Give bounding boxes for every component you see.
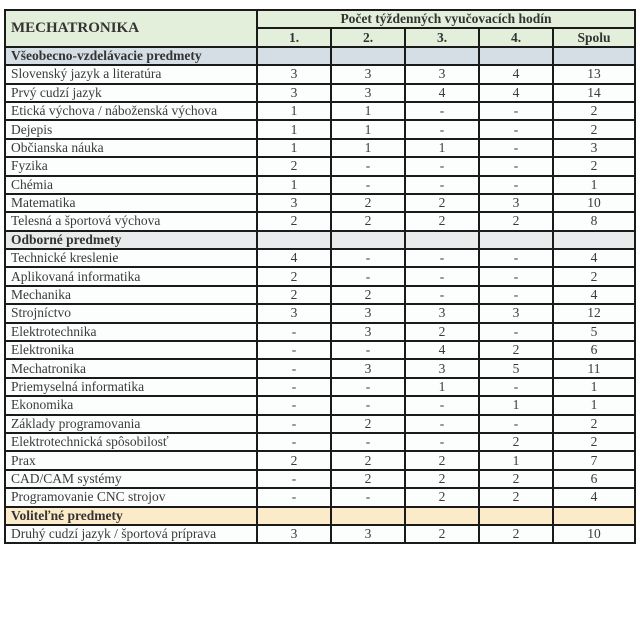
year-3-hours-cell: -: [405, 415, 479, 433]
year-4-hours-cell: -: [479, 286, 553, 304]
year-1-hours-cell: -: [257, 415, 331, 433]
total-hours-cell: 7: [553, 451, 635, 469]
table-row: [5, 433, 635, 451]
year-1-hours-cell: 2: [257, 212, 331, 230]
year-2-hours-cell: -: [331, 341, 405, 359]
year-2-hours-cell: 2: [331, 470, 405, 488]
total-hours-cell: 4: [553, 286, 635, 304]
section-optional-subjects-row: [5, 507, 635, 525]
year-4-hours-cell: 2: [479, 433, 553, 451]
year-3-hours-cell: 2: [405, 525, 479, 543]
table-row: [5, 212, 635, 230]
total-hours-cell: 2: [553, 120, 635, 138]
year-2-hours-cell: -: [331, 488, 405, 506]
section-empty-cell: [331, 231, 405, 249]
year-1-hours-cell: 2: [257, 451, 331, 469]
year-3-hours-cell: 2: [405, 194, 479, 212]
year-1-hours-cell: -: [257, 359, 331, 377]
subject-name: CAD/CAM systémy: [5, 470, 257, 488]
year-1-hours-cell: 1: [257, 120, 331, 138]
section-empty-cell: [479, 231, 553, 249]
section-empty-cell: [331, 47, 405, 65]
total-hours-cell: 2: [553, 433, 635, 451]
subject-name: Ekonomika: [5, 396, 257, 414]
total-hours-cell: 10: [553, 525, 635, 543]
year-2-hours-cell: 1: [331, 120, 405, 138]
year-1-hours-cell: 2: [257, 157, 331, 175]
section-empty-cell: [405, 231, 479, 249]
subject-name: Dejepis: [5, 120, 257, 138]
year-3-hours-cell: -: [405, 102, 479, 120]
year-1-hours-cell: -: [257, 488, 331, 506]
year-3-hours-cell: 2: [405, 488, 479, 506]
year-2-hours-cell: 3: [331, 359, 405, 377]
table-row: [5, 525, 635, 543]
year-4-hours-cell: -: [479, 249, 553, 267]
subject-name: Chémia: [5, 176, 257, 194]
year-1-hours-cell: 3: [257, 65, 331, 83]
year-1-hours-cell: 3: [257, 84, 331, 102]
column-header-year-4: 4.: [479, 28, 553, 46]
year-2-hours-cell: 1: [331, 102, 405, 120]
table-row: [5, 139, 635, 157]
year-2-hours-cell: 2: [331, 212, 405, 230]
year-4-hours-cell: 4: [479, 65, 553, 83]
year-4-hours-cell: 3: [479, 194, 553, 212]
year-3-hours-cell: 2: [405, 323, 479, 341]
section-empty-cell: [257, 507, 331, 525]
subject-name: Matematika: [5, 194, 257, 212]
section-empty-cell: [331, 507, 405, 525]
year-4-hours-cell: 2: [479, 212, 553, 230]
total-hours-cell: 4: [553, 488, 635, 506]
total-hours-cell: 1: [553, 378, 635, 396]
year-1-hours-cell: 3: [257, 304, 331, 322]
year-4-hours-cell: -: [479, 267, 553, 285]
year-4-hours-cell: 1: [479, 396, 553, 414]
column-header-year-1: 1.: [257, 28, 331, 46]
year-3-hours-cell: -: [405, 286, 479, 304]
year-3-hours-cell: 1: [405, 378, 479, 396]
year-3-hours-cell: -: [405, 176, 479, 194]
year-2-hours-cell: 1: [331, 139, 405, 157]
subject-name: Elektronika: [5, 341, 257, 359]
year-4-hours-cell: -: [479, 157, 553, 175]
year-2-hours-cell: -: [331, 267, 405, 285]
total-hours-cell: 2: [553, 415, 635, 433]
year-2-hours-cell: -: [331, 396, 405, 414]
year-4-hours-cell: 2: [479, 488, 553, 506]
subject-name: Elektrotechnická spôsobilosť: [5, 433, 257, 451]
column-header-total: Spolu: [553, 28, 635, 46]
year-2-hours-cell: -: [331, 378, 405, 396]
table-row: [5, 176, 635, 194]
year-4-hours-cell: 5: [479, 359, 553, 377]
year-2-hours-cell: 2: [331, 415, 405, 433]
total-hours-cell: 6: [553, 341, 635, 359]
section-title: Voliteľné predmety: [5, 507, 257, 525]
year-4-hours-cell: 4: [479, 84, 553, 102]
table-row: [5, 120, 635, 138]
section-empty-cell: [257, 47, 331, 65]
total-hours-cell: 1: [553, 396, 635, 414]
year-1-hours-cell: -: [257, 396, 331, 414]
section-empty-cell: [553, 507, 635, 525]
section-empty-cell: [553, 47, 635, 65]
total-hours-cell: 2: [553, 157, 635, 175]
subject-name: Aplikovaná informatika: [5, 267, 257, 285]
section-title: Odborné predmety: [5, 231, 257, 249]
year-3-hours-cell: -: [405, 267, 479, 285]
year-2-hours-cell: -: [331, 157, 405, 175]
year-4-hours-cell: 2: [479, 470, 553, 488]
year-4-hours-cell: -: [479, 323, 553, 341]
year-1-hours-cell: 1: [257, 176, 331, 194]
year-3-hours-cell: 4: [405, 341, 479, 359]
year-2-hours-cell: 3: [331, 525, 405, 543]
table-title: MECHATRONIKA: [5, 10, 257, 47]
subject-name: Mechatronika: [5, 359, 257, 377]
total-hours-cell: 8: [553, 212, 635, 230]
total-hours-cell: 10: [553, 194, 635, 212]
section-general-subjects-row: [5, 47, 635, 65]
year-3-hours-cell: 2: [405, 451, 479, 469]
section-empty-cell: [257, 231, 331, 249]
total-hours-cell: 4: [553, 249, 635, 267]
section-empty-cell: [405, 507, 479, 525]
table-row: [5, 102, 635, 120]
year-4-hours-cell: 2: [479, 341, 553, 359]
subject-name: Prvý cudzí jazyk: [5, 84, 257, 102]
subject-name: Občianska náuka: [5, 139, 257, 157]
table-row: [5, 249, 635, 267]
year-2-hours-cell: -: [331, 433, 405, 451]
year-1-hours-cell: -: [257, 341, 331, 359]
total-hours-cell: 6: [553, 470, 635, 488]
table-row: [5, 304, 635, 322]
table-row: [5, 396, 635, 414]
subject-name: Programovanie CNC strojov: [5, 488, 257, 506]
subject-name: Slovenský jazyk a literatúra: [5, 65, 257, 83]
total-hours-cell: 2: [553, 267, 635, 285]
table-row: [5, 378, 635, 396]
subject-name: Etická výchova / náboženská výchova: [5, 102, 257, 120]
table-row: [5, 470, 635, 488]
total-hours-cell: 1: [553, 176, 635, 194]
year-4-hours-cell: -: [479, 139, 553, 157]
year-4-hours-cell: -: [479, 415, 553, 433]
year-4-hours-cell: -: [479, 102, 553, 120]
year-2-hours-cell: 3: [331, 304, 405, 322]
year-2-hours-cell: 3: [331, 323, 405, 341]
section-professional-subjects-row: [5, 231, 635, 249]
year-1-hours-cell: 3: [257, 525, 331, 543]
total-hours-cell: 14: [553, 84, 635, 102]
section-empty-cell: [405, 47, 479, 65]
table-row: [5, 267, 635, 285]
total-hours-cell: 5: [553, 323, 635, 341]
table-row: [5, 65, 635, 83]
table-row: [5, 451, 635, 469]
year-1-hours-cell: 2: [257, 286, 331, 304]
year-4-hours-cell: 1: [479, 451, 553, 469]
table-body: [5, 47, 635, 544]
subject-name: Druhý cudzí jazyk / športová príprava: [5, 525, 257, 543]
total-hours-cell: 11: [553, 359, 635, 377]
year-1-hours-cell: 1: [257, 139, 331, 157]
table-row: [5, 341, 635, 359]
year-2-hours-cell: 2: [331, 194, 405, 212]
subject-name: Mechanika: [5, 286, 257, 304]
year-3-hours-cell: 2: [405, 212, 479, 230]
year-2-hours-cell: -: [331, 176, 405, 194]
year-2-hours-cell: 2: [331, 286, 405, 304]
year-1-hours-cell: 4: [257, 249, 331, 267]
table-row: [5, 415, 635, 433]
table-row: [5, 84, 635, 102]
subject-name: Základy programovania: [5, 415, 257, 433]
year-3-hours-cell: 3: [405, 304, 479, 322]
year-1-hours-cell: 3: [257, 194, 331, 212]
curriculum-table: [4, 9, 636, 544]
year-3-hours-cell: -: [405, 120, 479, 138]
total-hours-cell: 3: [553, 139, 635, 157]
year-3-hours-cell: -: [405, 433, 479, 451]
year-4-hours-cell: 2: [479, 525, 553, 543]
year-1-hours-cell: 1: [257, 102, 331, 120]
subject-name: Prax: [5, 451, 257, 469]
year-4-hours-cell: -: [479, 378, 553, 396]
table-row: [5, 359, 635, 377]
year-3-hours-cell: -: [405, 157, 479, 175]
total-hours-cell: 2: [553, 102, 635, 120]
year-3-hours-cell: 3: [405, 65, 479, 83]
year-2-hours-cell: -: [331, 249, 405, 267]
subject-name: Priemyselná informatika: [5, 378, 257, 396]
year-3-hours-cell: 3: [405, 359, 479, 377]
year-1-hours-cell: -: [257, 323, 331, 341]
column-header-year-2: 2.: [331, 28, 405, 46]
column-header-year-3: 3.: [405, 28, 479, 46]
section-empty-cell: [479, 507, 553, 525]
year-1-hours-cell: -: [257, 470, 331, 488]
subject-name: Strojníctvo: [5, 304, 257, 322]
table-row: [5, 488, 635, 506]
total-hours-cell: 12: [553, 304, 635, 322]
year-3-hours-cell: 4: [405, 84, 479, 102]
section-empty-cell: [479, 47, 553, 65]
subject-name: Technické kreslenie: [5, 249, 257, 267]
weekly-hours-header: Počet týždenných vyučovacích hodín: [257, 10, 635, 28]
year-1-hours-cell: 2: [257, 267, 331, 285]
year-1-hours-cell: -: [257, 378, 331, 396]
year-3-hours-cell: -: [405, 396, 479, 414]
year-4-hours-cell: -: [479, 176, 553, 194]
year-2-hours-cell: 2: [331, 451, 405, 469]
table-row: [5, 286, 635, 304]
year-1-hours-cell: -: [257, 433, 331, 451]
year-4-hours-cell: 3: [479, 304, 553, 322]
table-row: [5, 323, 635, 341]
year-4-hours-cell: -: [479, 120, 553, 138]
section-empty-cell: [553, 231, 635, 249]
year-3-hours-cell: 1: [405, 139, 479, 157]
table-row: [5, 194, 635, 212]
table-row: [5, 157, 635, 175]
year-2-hours-cell: 3: [331, 84, 405, 102]
year-3-hours-cell: -: [405, 249, 479, 267]
year-2-hours-cell: 3: [331, 65, 405, 83]
subject-name: Telesná a športová výchova: [5, 212, 257, 230]
section-title: Všeobecno-vzdelávacie predmety: [5, 47, 257, 65]
year-3-hours-cell: 2: [405, 470, 479, 488]
subject-name: Fyzika: [5, 157, 257, 175]
total-hours-cell: 13: [553, 65, 635, 83]
subject-name: Elektrotechnika: [5, 323, 257, 341]
